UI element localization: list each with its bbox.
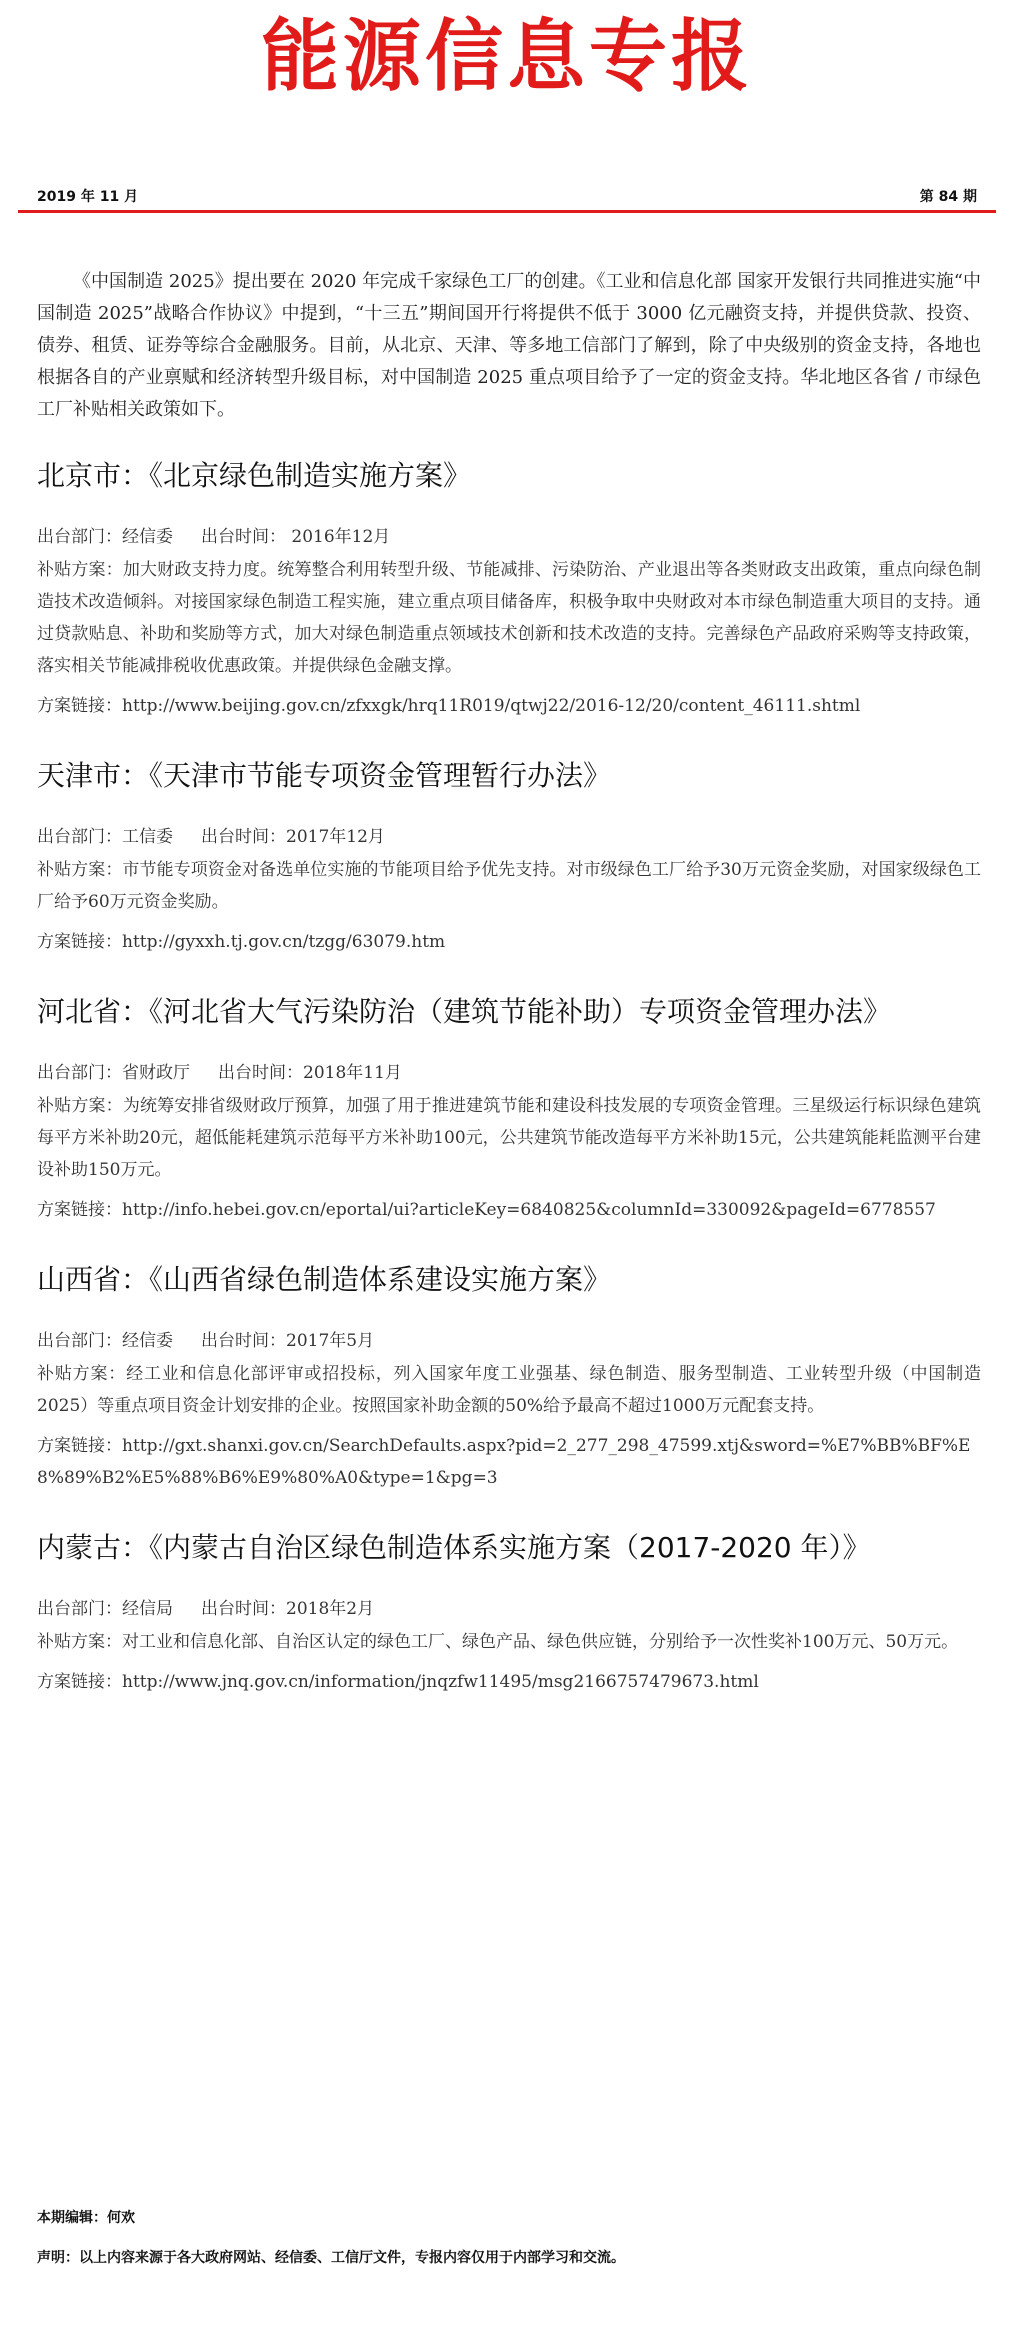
section-meta <box>37 822 981 852</box>
policy-section-tianjin <box>37 756 981 958</box>
section-title: 山西省：《山西省绿色制造体系建设实施方案》 <box>37 1263 612 1296</box>
editor-credit: 本期编辑：何欢 <box>37 2210 135 2226</box>
policy-section-beijing <box>37 456 981 722</box>
section-meta <box>37 522 981 552</box>
issue-number: 第 84 期 <box>919 189 977 205</box>
department-label: 出台部门：经信委 <box>37 527 173 547</box>
department-label: 出台部门：经信局 <box>37 1599 173 1619</box>
policy-section-inner-mongolia <box>37 1528 981 1698</box>
header-divider <box>18 210 996 213</box>
subsidy-text: 补贴方案：经工业和信息化部评审或招投标，列入国家年度工业强基、绿色制造、服务型制造、工业转型升级（中国制造2025）等重点项目资金计划安排的企业。按照国家补助金额的50%给予最高不超过1000万元配套支持。 <box>37 1364 981 1416</box>
policy-link[interactable]: 方案链接：http://gxt.shanxi.gov.cn/SearchDefaults.aspx?pid=2_277_298_47599.xtj&sword=%E7%BB%BF%E8%89%B2%E5%88%B6%E9%80%A0&type=1&pg=3 <box>37 1436 971 1488</box>
department-label: 出台部门：省财政厅 <box>37 1063 190 1083</box>
subsidy-text: 补贴方案：对工业和信息化部、自治区认定的绿色工厂、绿色产品、绿色供应链，分别给予一次性奖补100万元、50万元。 <box>37 1632 959 1652</box>
policy-link[interactable]: 方案链接：http://info.hebei.gov.cn/eportal/ui?articleKey=6840825&columnId=330092&pageId=6778557 <box>37 1200 936 1220</box>
section-meta <box>37 1058 981 1088</box>
time-label: 出台时间：2017年12月 <box>201 827 385 847</box>
disclaimer: 声明：以上内容来源于各大政府网站、经信委、工信厅文件，专报内容仅用于内部学习和交流。 <box>37 2250 625 2266</box>
section-title: 内蒙古：《内蒙古自治区绿色制造体系实施方案（2017-2020 年）》 <box>37 1531 871 1564</box>
footer <box>37 2198 981 2278</box>
section-meta <box>37 1594 981 1624</box>
section-meta <box>37 1326 981 1356</box>
issue-date: 2019 年 11 月 <box>37 189 139 205</box>
policy-link[interactable]: 方案链接：http://www.beijing.gov.cn/zfxxgk/hrq11R019/qtwj22/2016-12/20/content_46111.shtml <box>37 696 861 716</box>
subsidy-text: 补贴方案：加大财政支持力度。统筹整合利用转型升级、节能减排、污染防治、产业退出等各类财政支出政策，重点向绿色制造技术改造倾斜。对接国家绿色制造工程实施，建立重点项目储备库，积极争取中央财政对本市绿色制造重大项目的支持。通过贷款贴息、补助和奖励等方式，加大对绿色制造重点领域技术创新和技术改造的支持。完善绿色产品政府采购等支持政策，落实相关节能减排税收优惠政策。并提供绿色金融支撑。 <box>37 560 981 676</box>
article-body <box>37 266 981 1698</box>
time-label: 出台时间：2018年11月 <box>218 1063 402 1083</box>
department-label: 出台部门：工信委 <box>37 827 173 847</box>
dateline <box>37 186 977 206</box>
intro-paragraph: 《中国制造 2025》提出要在 2020 年完成千家绿色工厂的创建。《工业和信息化部 国家开发银行共同推进实施“中国制造 2025”战略合作协议》中提到，“十三五”期间国开行将提供不低于 3000 亿元融资支持，并提供贷款、投资、债券、租赁、证券等综合金融服务。目前，从北京、天津、等多地工信部门了解到，除了中央级别的资金支持，各地也根据各自的产业禀赋和经济转型升级目标，对中国制造 2025 重点项目给予了一定的资金支持。华北地区各省 / 市绿色工厂补贴相关政策如下。 <box>37 271 981 420</box>
time-label: 出台时间：2017年5月 <box>201 1331 375 1351</box>
section-title: 北京市：《北京绿色制造实施方案》 <box>37 459 472 492</box>
subsidy-text: 补贴方案：为统筹安排省级财政厅预算，加强了用于推进建筑节能和建设科技发展的专项资金管理。三星级运行标识绿色建筑每平方米补助20元，超低能耗建筑示范每平方米补助100元，公共建筑节能改造每平方米补助15元，公共建筑能耗监测平台建设补助150万元。 <box>37 1096 981 1180</box>
department-label: 出台部门：经信委 <box>37 1331 173 1351</box>
section-title: 河北省：《河北省大气污染防治（建筑节能补助）专项资金管理办法》 <box>37 995 892 1028</box>
policy-link[interactable]: 方案链接：http://www.jnq.gov.cn/information/jnqzfw11495/msg2166757479673.html <box>37 1672 759 1692</box>
policy-section-shanxi <box>37 1260 981 1494</box>
section-title: 天津市：《天津市节能专项资金管理暂行办法》 <box>37 759 612 792</box>
policy-section-hebei <box>37 992 981 1226</box>
time-label: 出台时间：2018年2月 <box>201 1599 375 1619</box>
subsidy-text: 补贴方案：市节能专项资金对备选单位实施的节能项目给予优先支持。对市级绿色工厂给予30万元资金奖励，对国家级绿色工厂给予60万元资金奖励。 <box>37 860 981 912</box>
time-label: 出台时间： 2016年12月 <box>201 527 391 547</box>
masthead-title: 能源信息专报 <box>260 12 753 102</box>
policy-link[interactable]: 方案链接：http://gyxxh.tj.gov.cn/tzgg/63079.htm <box>37 932 446 952</box>
